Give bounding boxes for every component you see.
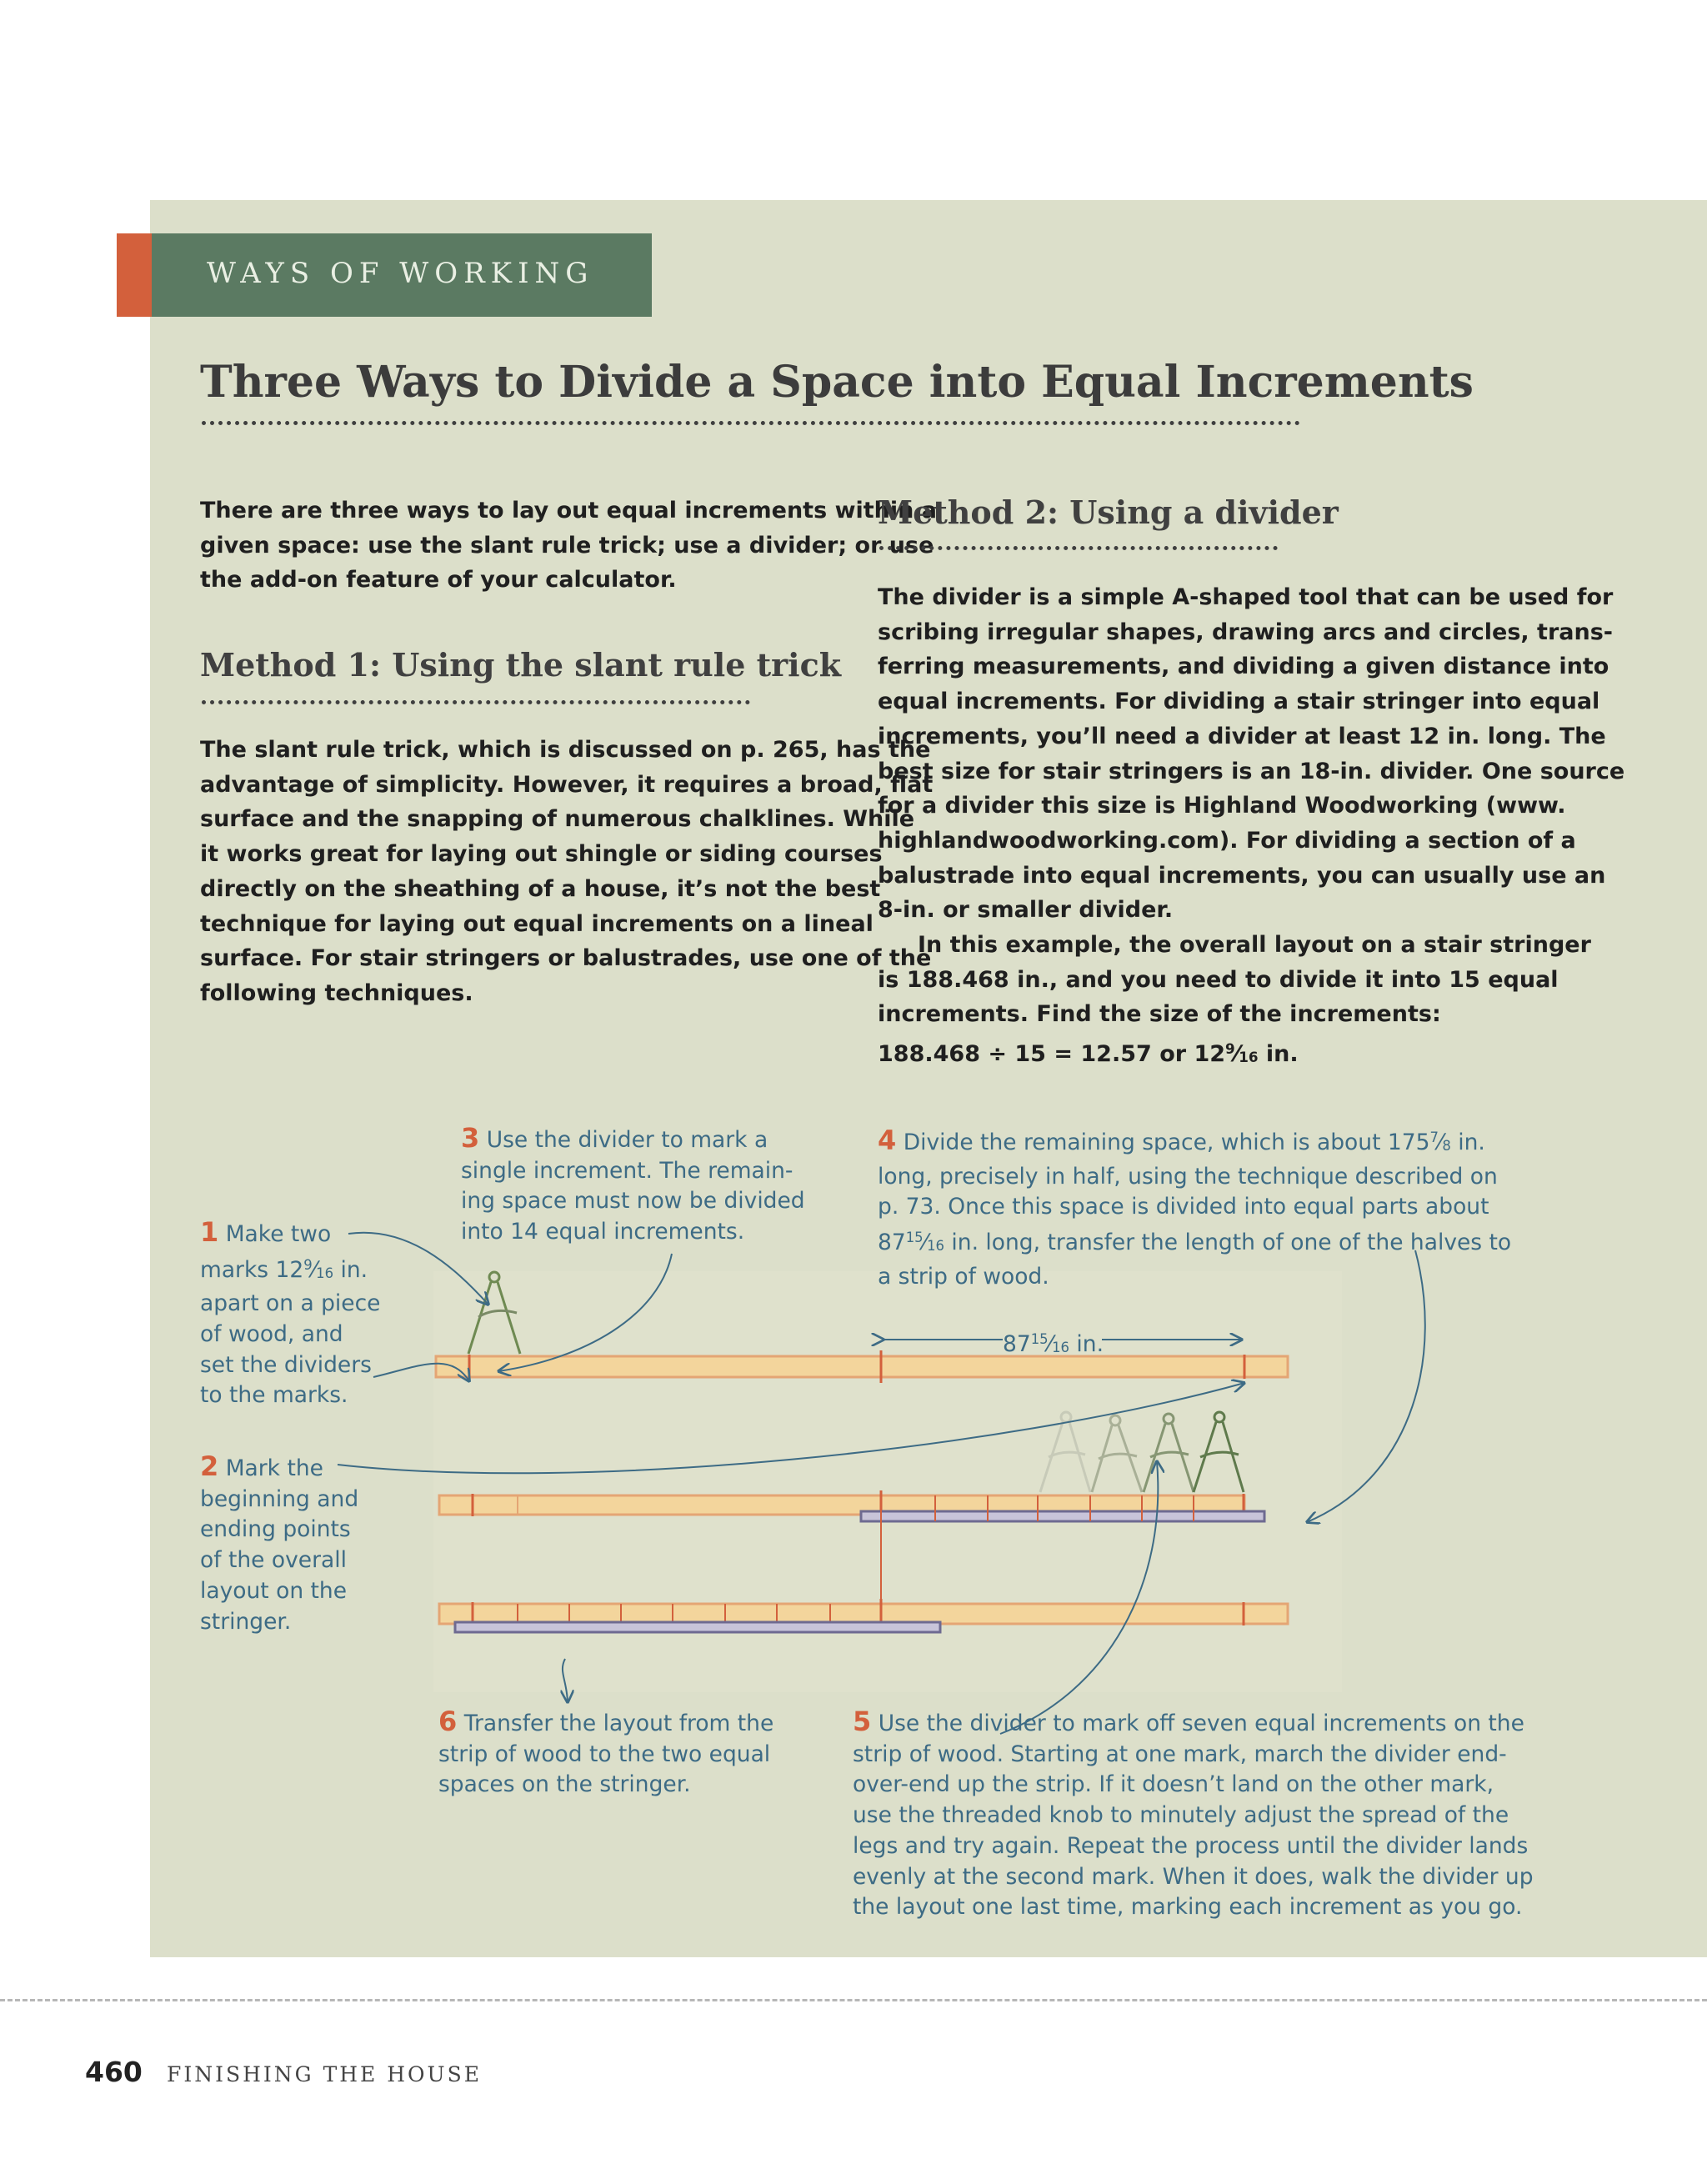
caption-line: Use the divider to mark off seven equal increments on the [871,1711,1524,1736]
step-number: 3 [461,1122,480,1154]
wood-strip-left [455,1622,940,1632]
caption-line: Transfer the layout from the [457,1711,774,1736]
method1-heading: Method 1: Using the slant rule trick [200,646,842,684]
page-title: Three Ways to Divide a Space into Equal Increments [200,357,1474,408]
equation-suffix: in. [1258,1041,1299,1068]
method2-line: 8-in. or smaller divider. [878,897,1174,924]
step-number: 5 [853,1706,872,1737]
caption-line: stringer. [200,1608,292,1635]
caption-line: spaces on the stringer. [438,1771,691,1798]
method2-line: is 188.468 in., and you need to divide it into 15 equal [878,966,1559,993]
method2-line: increments. Find the size of the increments: [878,1001,1441,1028]
dimension-label: $87^{15}⁄_{16}$ in. [1003,1331,1104,1358]
caption-line: ing space must now be divided [461,1188,805,1215]
page-separator [0,1999,1707,2001]
caption-line: set the dividers [200,1351,372,1378]
method2-line: highlandwoodworking.com). For dividing a section of a [878,827,1576,854]
method2-line: for a divider this size is Highland Woodworking (www. [878,793,1566,819]
caption-line: into 14 equal increments. [461,1219,745,1245]
method1-line: technique for laying out equal increments on a lineal [200,910,874,937]
caption-2 [200,1451,358,1637]
caption-1: 1 Make two marks $12^9⁄_{16}$ in. apart on a piece of wood, and set the dividers to the marks. [200,1217,380,1411]
caption-line: of wood, and [200,1320,343,1347]
method1-line: following techniques. [200,979,473,1006]
equation-prefix: 188.468 ÷ 15 = 12.57 or 12 [878,1041,1226,1068]
dim-num: 15 [1030,1331,1049,1347]
method2-line: The divider is a simple A-shaped tool that can be used for [878,584,1614,610]
method2-line: increments, you’ll need a divider at least 12 in. long. The [878,723,1606,749]
step-number: 2 [200,1450,219,1482]
dim-unit: in. [1069,1331,1104,1358]
dim-whole: 87 [1003,1331,1031,1358]
caption-line: layout on the [200,1577,348,1604]
step-number: 4 [878,1125,897,1157]
caption-line: marks 12 [200,1256,304,1283]
caption-line: strip of wood. Starting at one mark, march the divider end- [853,1741,1507,1767]
method2-line: In this example, the overall layout on a stair stringer [918,932,1591,959]
running-footer: FINISHING THE HOUSE [167,2062,482,2086]
caption-line: long, precisely in half, using the technique described on [878,1163,1498,1190]
caption-line: 87 [878,1229,906,1255]
method1-line: directly on the sheathing of a house, it’s not the best [200,875,881,902]
method2-heading: Method 2: Using a divider [878,493,1339,531]
caption-line: legs and try again. Repeat the process until the divider lands [853,1832,1529,1859]
method2-line: best size for stair stringers is an 18-in. divider. One source [878,758,1625,784]
caption-line: p. 73. Once this space is divided into equal parts about [878,1194,1489,1220]
caption-line: use the threaded knob to minutely adjust the spread of the [853,1802,1509,1829]
intro-line: given space: use the slant rule trick; use a divider; or use [200,532,934,559]
caption-line: Mark the [218,1455,323,1481]
caption-line: the layout one last time, marking each increment as you go. [853,1894,1523,1921]
step-number: 1 [200,1216,219,1248]
frac-numerator: 15 [905,1229,924,1245]
method1-line: it works great for laying out shingle or siding courses [200,841,883,868]
caption-line: a strip of wood. [878,1263,1049,1290]
caption-line: Divide the remaining space, which is about 175 [896,1130,1430,1156]
method2-line: balustrade into equal increments, you can usually use an [878,862,1606,889]
frac-denominator: 8 [1442,1137,1451,1154]
caption-line: to the marks. [200,1382,348,1409]
caption-line: in. long, transfer the length of one of the halves to [944,1229,1512,1255]
caption-line: beginning and [200,1485,359,1512]
caption-line: Use the divider to mark a [479,1127,768,1153]
page-number: 460 [85,2056,143,2088]
caption-line: over-end up the strip. If it doesn’t land on the other mark, [853,1771,1494,1798]
caption-line: in. [1450,1130,1485,1156]
frac-numerator: 9 [1225,1040,1235,1058]
intro-line: the add-on feature of your calculator. [200,567,677,594]
caption-line: evenly at the second mark. When it does, walk the divider up [853,1863,1534,1890]
section-label: WAYS OF WORKING [207,257,594,290]
caption-3 [461,1123,805,1248]
method2-line: equal increments. For dividing a stair stringer into equal [878,689,1600,715]
caption-5 [853,1706,1534,1923]
frac-numerator: 9 [303,1256,313,1273]
caption-line: single increment. The remain- [461,1157,793,1184]
method1-line: surface and the snapping of numerous chalklines. While [200,806,915,833]
frac-denominator: 16 [316,1265,334,1281]
caption-line: of the overall [200,1547,347,1574]
intro-line: There are three ways to lay out equal increments within a [200,498,937,523]
method2-line: ferring measurements, and dividing a given distance into [878,654,1609,680]
method1-line: advantage of simplicity. However, it requires a broad, flat [200,771,934,798]
equation: 188.468 ÷ 15 = 12.57 or $12^9⁄_{16}$ in. [878,1040,1299,1068]
method1-line: The slant rule trick, which is discussed on p. 265, has the [200,737,931,763]
frac-denominator: 16 [927,1237,944,1254]
method1-line: surface. For stair stringers or balustrades, use one of the [200,945,932,972]
caption-6 [438,1706,773,1801]
caption-line: strip of wood to the two equal [438,1741,771,1767]
step-number: 6 [438,1706,458,1737]
caption-line: Make two [218,1221,332,1247]
method2-line: scribing irregular shapes, drawing arcs and circles, trans- [878,619,1613,645]
frac-numerator: 7 [1429,1130,1439,1145]
caption-line: in. [333,1256,368,1283]
caption-line: ending points [200,1516,351,1543]
frac-denominator: 16 [1239,1049,1259,1066]
caption-4: 4 Divide the remaining space, which is about $175^7⁄_8$ in. long, precisely in half, using the technique described on p. 73. Once this space is divided into equal parts about $87^{15}⁄_{16}$ in. long, transfer the length of one of the halves to a strip of wood. [878,1123,1511,1292]
dim-den: 16 [1052,1339,1069,1355]
caption-line: apart on a piece [200,1290,381,1317]
